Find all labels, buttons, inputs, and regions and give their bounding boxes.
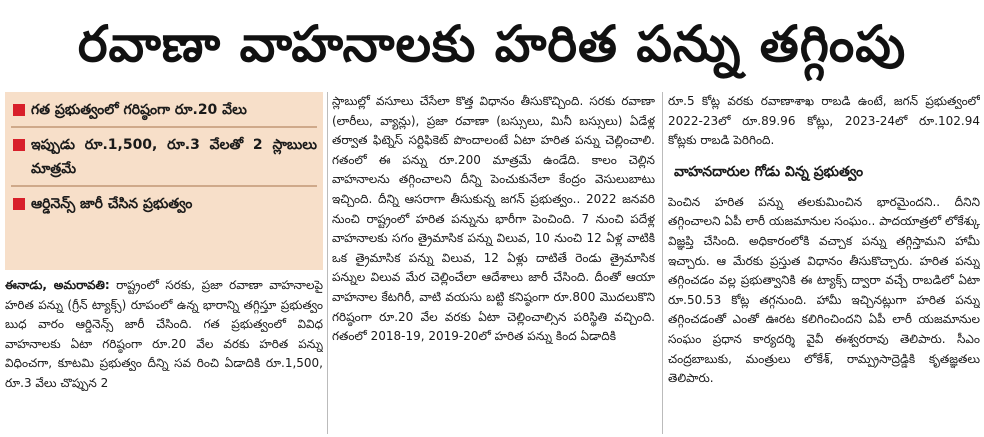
highlight-text: గత ప్రభుత్వంలో గరిష్ఠంగా రూ.20 వేలు xyxy=(31,102,247,118)
article-paragraph xyxy=(5,276,323,394)
article-column-1 xyxy=(5,92,323,437)
article-text: రూ.5 కోట్ల వరకు రవాణాశాఖ రాబడి ఉంటే, జగన్ ప్రభుత్వంలో 2022-23లో రూ.89.96 కోట్లు, 2023-24లో రూ.102.94 కోట్లకు రాబడి పెరిగింది. xyxy=(668,94,980,148)
article-column-3 xyxy=(668,92,980,437)
headline: రవాణా వాహనాలకు హరిత పన్ను తగ్గింపు xyxy=(77,15,907,73)
highlight-box xyxy=(5,92,323,270)
article-text: రాష్ట్రంలో సరకు, ప్రజా రవాణా వాహనాలపై హరిత పన్ను (గ్రీన్ ట్యాక్స్) రూపంలో ఉన్న భారాన్ని తగ్గిస్తూ ప్రభుత్వం బుధ వారం ఆర్డినెన్స్ జారీ చేసింది. గత ప్రభుత్వంలో వివిధ వాహనాలకు ఏటా గరిష్ఠంగా రూ.20 వేల వరకు హరిత పన్ను విధించగా, కూటమి ప్రభుత్వం దీన్ని సవ రించి ఏడాదికి రూ.1,500, రూ.3 వేలు చొప్పున 2 xyxy=(5,278,323,390)
bullet-square-icon xyxy=(13,139,25,151)
highlight-divider xyxy=(11,126,317,128)
highlight-item xyxy=(11,192,317,216)
column-divider xyxy=(327,92,328,434)
bullet-square-icon xyxy=(13,104,25,116)
highlight-item xyxy=(11,98,317,122)
article-text: స్లాబుల్లో వసూలు చేసేలా కొత్త విధానం తీసుకొచ్చింది. సరకు రవాణా (లారీలు, వ్యాన్లు), ప్రజా రవాణా (బస్సులు, మినీ బస్సులు) ఏడేళ్ల తర్వాత ఫిట్నెస్ సర్టిఫికెట్ పొందాలంటే ఏటా హరిత పన్ను చెల్లించాలి. గతంలో ఈ పన్ను రూ.200 మాత్రమే ఉండేది. కాలం చెల్లిన వాహనాలను తగ్గించాలని దీన్ని పెంచుకునేలా కేంద్రం వెసులుబాటు ఇచ్చింది. దీన్ని ఆసరాగా తీసుకున్న జగన్ ప్రభుత్వం.. 2022 జనవరి నుంచి రాష్ట్రంలో హరిత పన్నును భారీగా పెంచింది. 7 నుంచి పదేళ్ల వాహనాలకు సగం త్రైమాసిక పన్ను విలువ, 10 నుంచి 12 ఏళ్ల వాటికి ఒక త్రైమాసిక పన్ను విలువ, 12 ఏళ్లు దాటితే రెండు త్రైమాసిక పన్నుల విలువ మేర చెల్లించేలా ఆదేశాలు జారీ చేసింది. దీంతో ఆయా వాహనాల కేటగిరీ, వాటి వయసు బట్టి కనిష్ఠంగా రూ.800 మొదలుకొని గరిష్ఠంగా రూ.20 వేల వరకు ఏటా చెల్లించాల్సిన పరిస్థితి వచ్చింది. గతంలో 2018-19, 2019-20లో హరిత పన్ను కింద ఏడాదికి xyxy=(332,94,655,344)
highlight-text: ఇప్పుడు రూ.1,500, రూ.3 వేలతో 2 స్లాబులు మాత్రమే xyxy=(31,137,317,177)
subheading: వాహనదారుల గోడు విన్న ప్రభుత్వం xyxy=(674,163,864,180)
article-text: పెంచిన హరిత పన్ను తలకుమించిన భారమైందని.. దీనిని తగ్గించాలని ఏపీ లారీ యజమానుల సంఘం.. పాదయాత్రలో లోకేశ్కు విజ్ఞప్తి చేసింది. అధికారంలోకి వచ్చాక పన్ను తగ్గిస్తామని హామీ ఇచ్చారు. ఆ మేరకు ప్రస్తుత విధానం తీసుకొచ్చారు. హరిత పన్ను తగ్గించడం వల్ల ప్రభుత్వానికి ఈ ట్యాక్స్ ద్వారా వచ్చే రాబడిలో ఏటా రూ.50.53 కోట్ల తగ్గనుంది. హామీ ఇచ్చినట్లుగా హరిత పన్ను తగ్గించడంతో ఎంతో ఊరట కలిగించిందని ఏపీ లారీ యజమానుల సంఘం ప్రధాన కార్యదర్శి వైవీ ఈశ్వరరావు తెలిపారు. సీఎం చంద్రబాబుకు, మంత్రులు లోకేశ్, రామ్ప్రసాద్రెడ్డికి కృతజ్ఞతలు తెలిపారు. xyxy=(668,194,980,386)
highlight-divider xyxy=(11,185,317,187)
column-divider xyxy=(662,92,663,434)
highlight-text: ఆర్డినెన్స్ జారీ చేసిన ప్రభుత్వం xyxy=(31,196,193,212)
highlight-item xyxy=(11,133,317,181)
bullet-square-icon xyxy=(13,198,25,210)
article-column-2 xyxy=(332,92,655,437)
dateline: ఈనాడు, అమరావతి: xyxy=(5,278,110,292)
